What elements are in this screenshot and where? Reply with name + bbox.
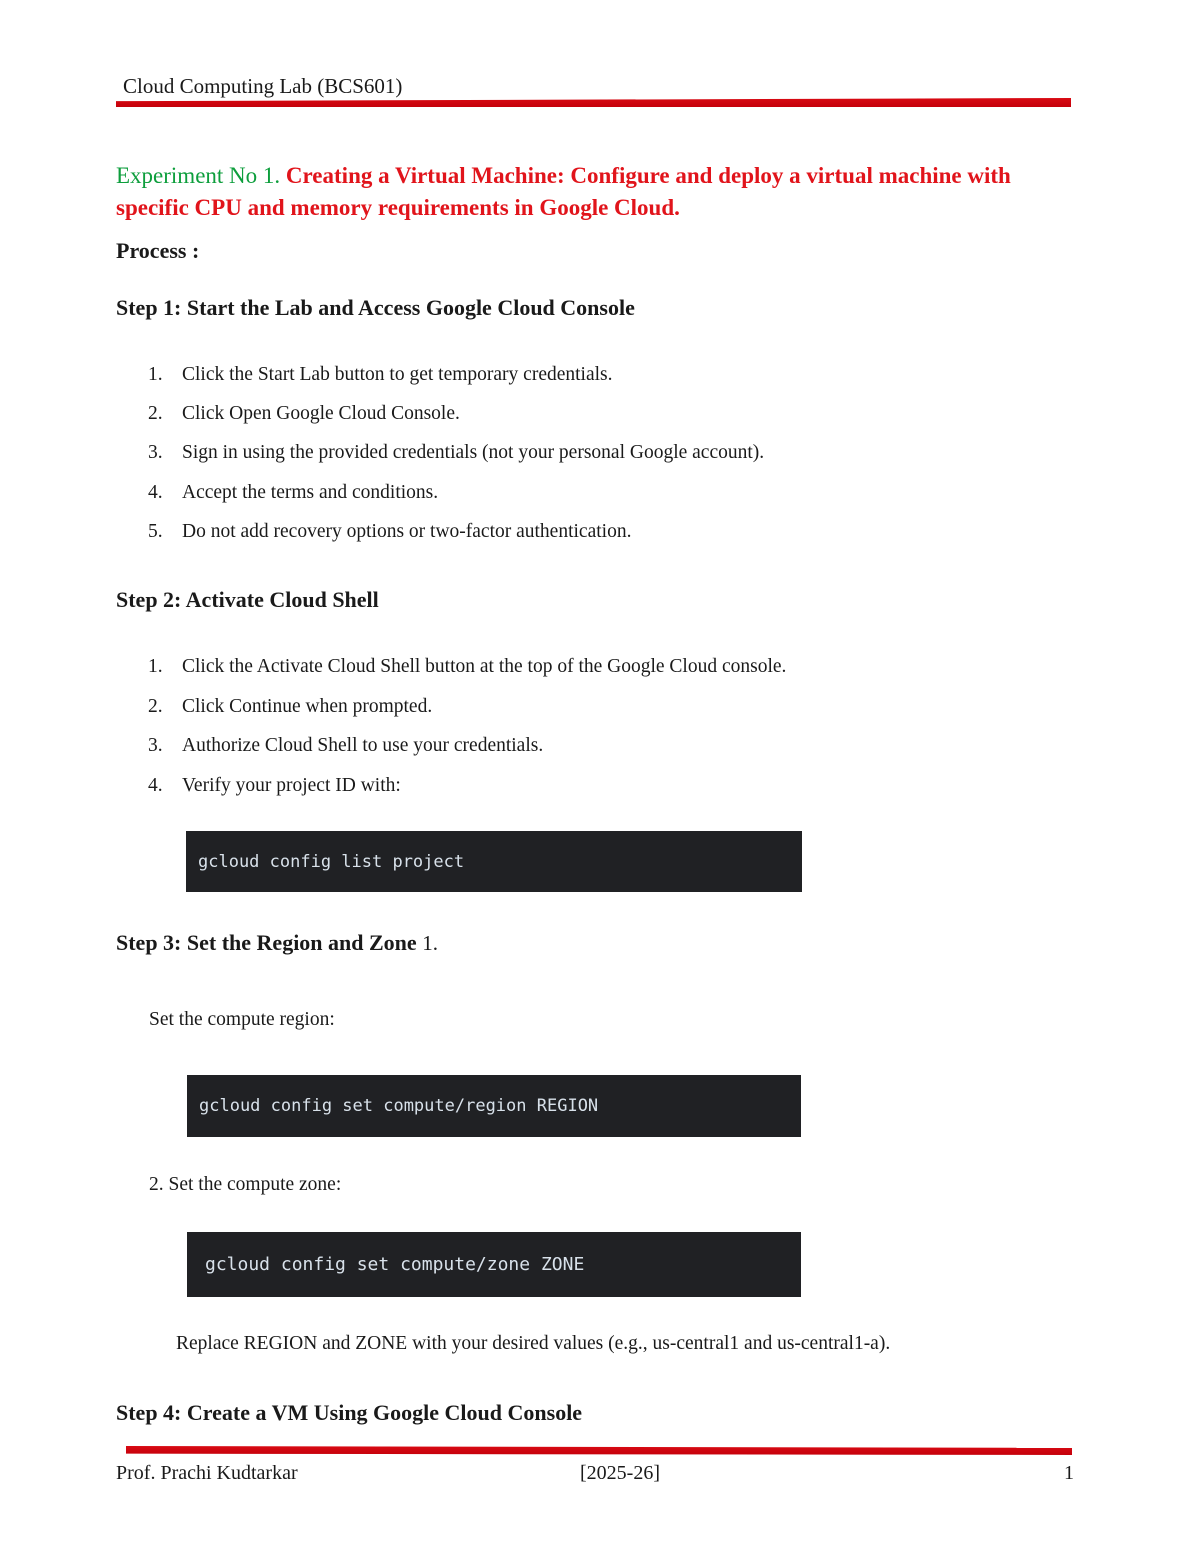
list-item: 2. Click Open Google Cloud Console.	[148, 403, 460, 424]
list-item: 4. Accept the terms and conditions.	[148, 482, 439, 503]
code-block-region: gcloud config set compute/region REGION	[187, 1075, 801, 1137]
process-heading: Process :	[116, 238, 200, 263]
list-item: 5. Do not add recovery options or two-factor authentication.	[148, 521, 632, 542]
header-course-title: Cloud Computing Lab (BCS601)	[123, 74, 403, 98]
step2-heading: Step 2: Activate Cloud Shell	[116, 587, 379, 612]
code-block-config-list: gcloud config list project	[186, 831, 802, 892]
header-divider	[116, 98, 1071, 107]
replace-note: Replace REGION and ZONE with your desired values (e.g., us-central1 and us-central1-a).	[176, 1333, 891, 1354]
step1-heading: Step 1: Start the Lab and Access Google Cloud Console	[116, 295, 635, 320]
page-number: 1	[1064, 1462, 1074, 1484]
experiment-description: Creating a Virtual Machine: Configure and deploy a virtual machine with specific CPU and memory requirements in Google Cloud.	[116, 163, 1011, 220]
list-item: 1. Click the Start Lab button to get temporary credentials.	[148, 364, 613, 385]
code-block-zone: gcloud config set compute/zone ZONE	[187, 1232, 801, 1297]
footer-divider	[126, 1446, 1072, 1455]
step4-heading: Step 4: Create a VM Using Google Cloud Console	[116, 1400, 583, 1425]
experiment-title	[116, 160, 1076, 224]
footer-year: [2025-26]	[580, 1462, 660, 1484]
zone-instruction: 2. Set the compute zone:	[149, 1174, 342, 1195]
step3-heading: Step 3: Set the Region and Zone 1.	[116, 930, 438, 955]
region-instruction: Set the compute region:	[149, 1009, 335, 1030]
experiment-label: Experiment No 1.	[116, 163, 281, 188]
list-item: 3. Authorize Cloud Shell to use your credentials.	[148, 735, 544, 756]
list-item: 2. Click Continue when prompted.	[148, 696, 433, 717]
footer-author: Prof. Prachi Kudtarkar	[116, 1462, 298, 1484]
list-item: 3. Sign in using the provided credentials (not your personal Google account).	[148, 442, 765, 463]
list-item: 4. Verify your project ID with:	[148, 775, 401, 796]
list-item: 1. Click the Activate Cloud Shell button at the top of the Google Cloud console.	[148, 656, 787, 677]
